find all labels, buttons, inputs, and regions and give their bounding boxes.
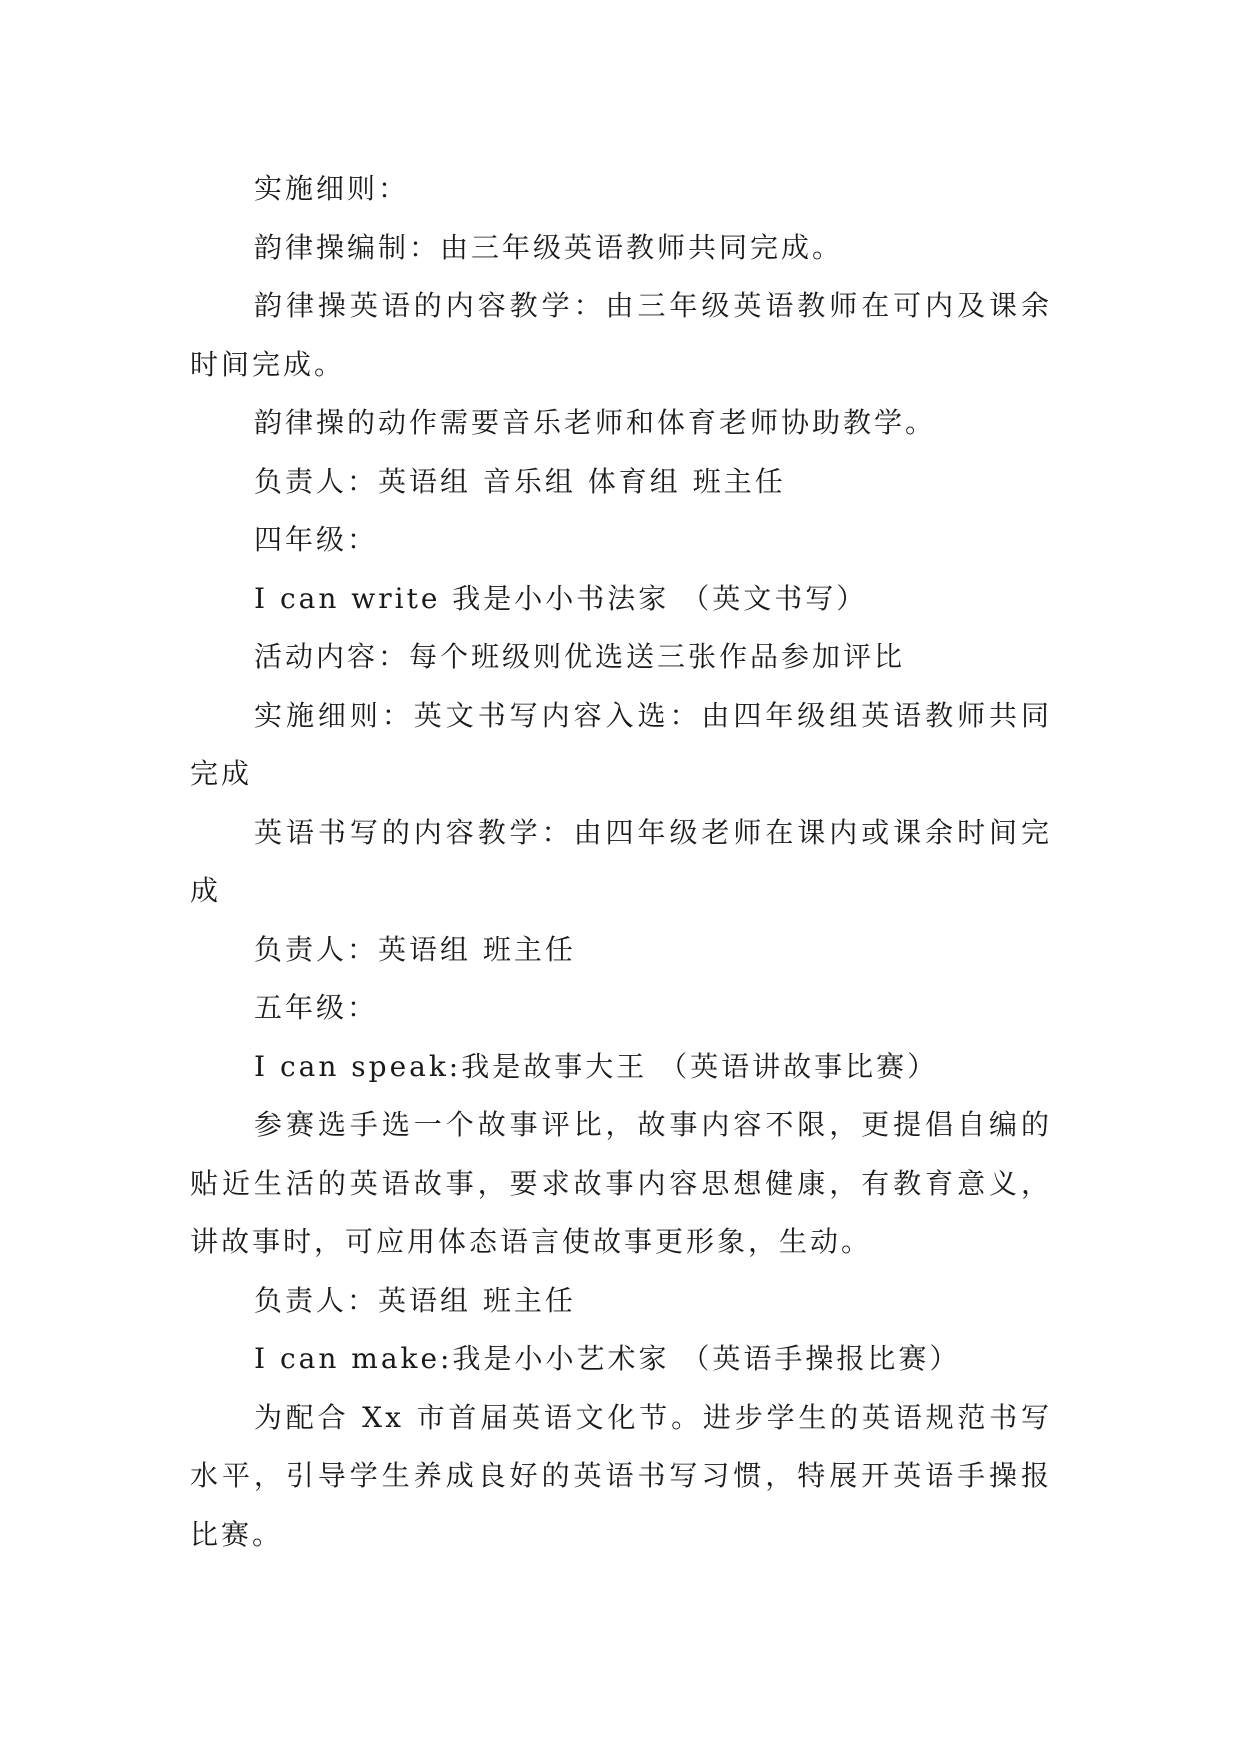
paragraph-implementation-rules: 实施细则： xyxy=(254,172,410,205)
paragraph-grade4-responsible: 负责人：英语组 班主任 xyxy=(254,932,576,966)
paragraph-i-can-speak: I can speak:我是故事大王 （英语讲故事比赛） xyxy=(254,1049,939,1083)
paragraph-grade5-heading: 五年级： xyxy=(254,991,379,1024)
paragraph-i-can-make: I can make:我是小小艺术家 （英语手操报比赛） xyxy=(254,1342,961,1375)
paragraph-rhythm-exercise-movements: 韵律操的动作需要音乐老师和体育老师协助教学。 xyxy=(254,406,937,439)
paragraph-activity-content: 活动内容：每个班级则优选送三张作品参加评比 xyxy=(254,640,906,673)
paragraph-i-can-write: I can write 我是小小书法家 （英文书写） xyxy=(254,581,868,615)
paragraph-writing-teaching: 英语书写的内容教学：由四年级老师在课内或课余时间完成 xyxy=(190,815,1052,907)
paragraph-rhythm-exercise-teaching: 韵律操英语的内容教学：由三年级英语教师在可内及课余时间完成。 xyxy=(190,289,1052,381)
document-body xyxy=(190,160,1052,1564)
paragraph-grade3-responsible: 负责人：英语组 音乐组 体育组 班主任 xyxy=(254,464,786,498)
paragraph-story-contest-rules: 参赛选手选一个故事评比，故事内容不限，更提倡自编的贴近生活的英语故事，要求故事内容思想健康，有教育意义，讲故事时，可应用体态语言使故事更形象，生动。 xyxy=(190,1108,1052,1258)
paragraph-handwritten-newspaper-intro: 为配合 Xx 市首届英语文化节。进步学生的英语规范书写水平，引导学生养成良好的英语书写习惯，特展开英语手操报比赛。 xyxy=(190,1400,1052,1551)
paragraph-grade5-responsible: 负责人：英语组 班主任 xyxy=(254,1283,576,1317)
paragraph-grade4-implementation: 实施细则：英文书写内容入选：由四年级组英语教师共同完成 xyxy=(190,698,1052,790)
paragraph-rhythm-exercise-compilation: 韵律操编制：由三年级英语教师共同完成。 xyxy=(254,230,844,264)
paragraph-grade4-heading: 四年级： xyxy=(254,523,379,556)
